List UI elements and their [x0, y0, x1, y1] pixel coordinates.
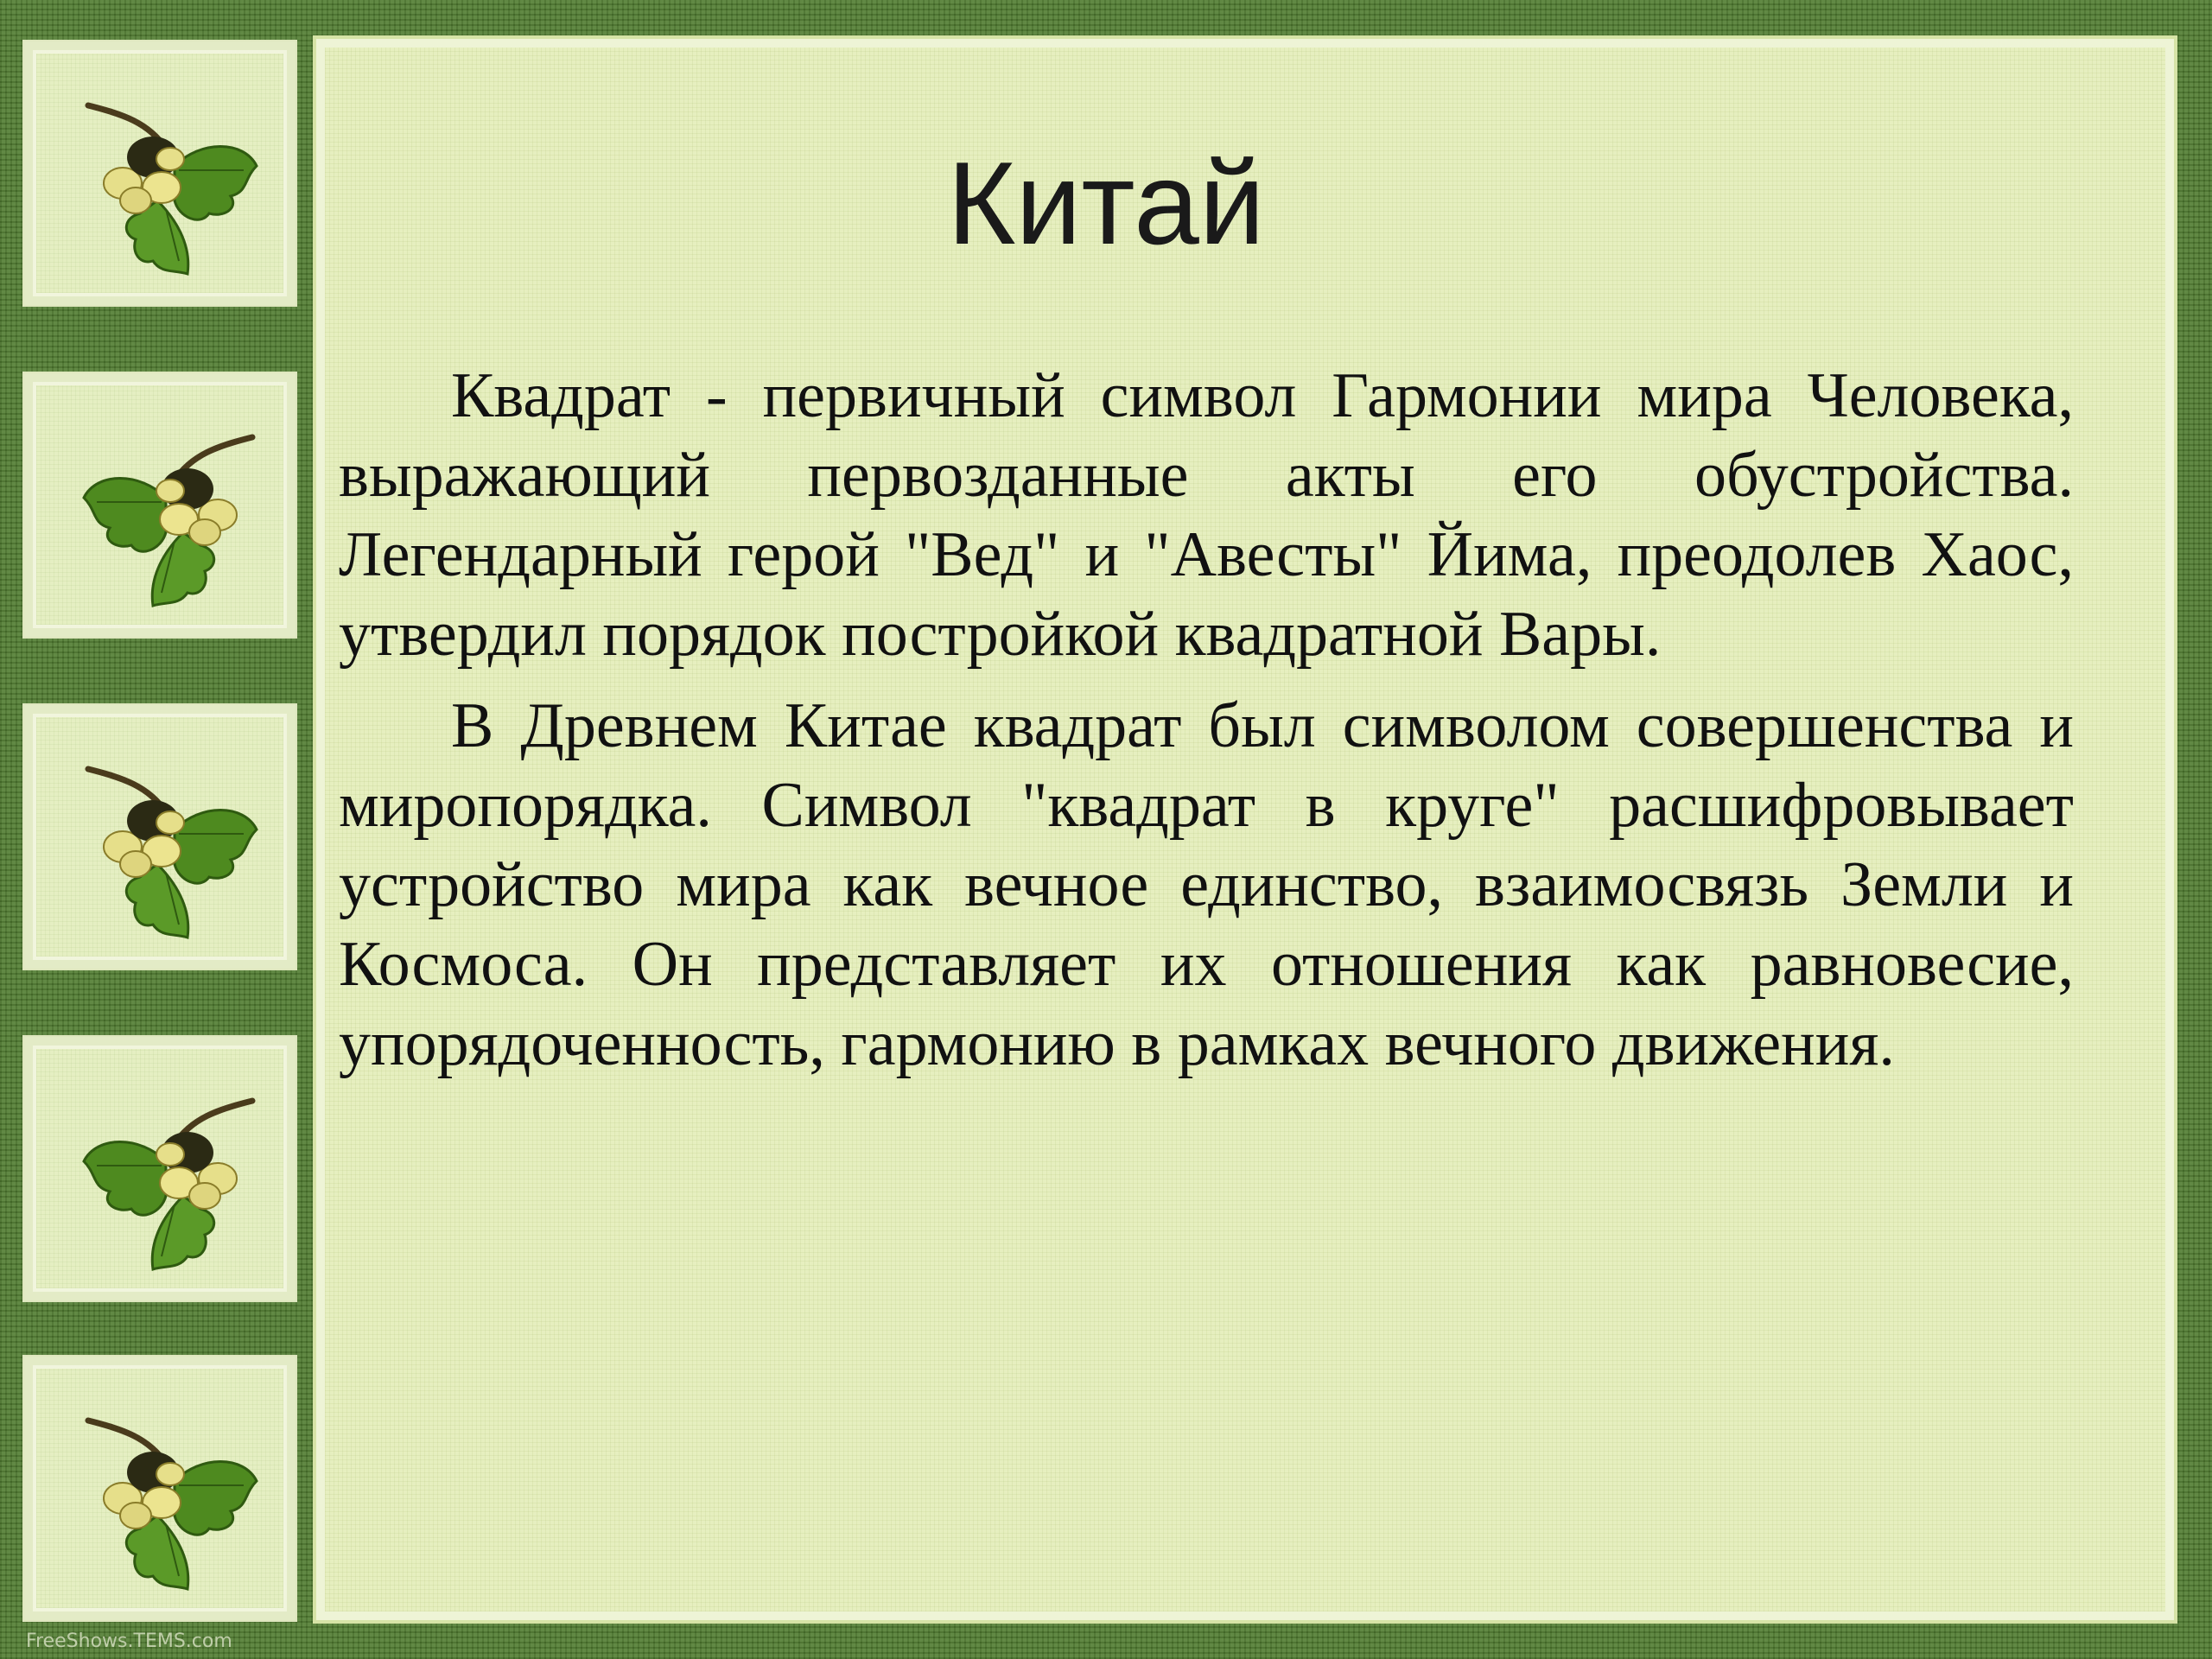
paragraph: Квадрат - первичный символ Гармонии мира Человека, выражающий первозданные акты его обустройства. Легендарный герой "Вед" и "Авесты" Йима, преодолев Хаос, утвердил порядок постройкой квадратной Вары. [339, 360, 2074, 670]
slide-body [339, 356, 2074, 1096]
decor-tile [24, 1037, 296, 1300]
paragraph: В Древнем Китае квадрат был символом совершенства и миропорядка. Символ "квадрат в круге" расшифровывает устройство мира как вечное единство, взаимосвязь Земли и Космоса. Он представляет их отношения как равновесие, упорядоченность, гармонию в рамках вечного движения. [339, 690, 2074, 1079]
slide-title: Китай [947, 137, 1265, 269]
decor-tile [24, 1357, 296, 1620]
watermark: FreeShows.TEMS.com [26, 1630, 232, 1652]
acorn-icon [71, 752, 270, 950]
decor-tile [24, 373, 296, 637]
decor-tile [24, 705, 296, 969]
acorn-icon [71, 420, 270, 619]
acorn-icon [71, 1403, 270, 1602]
acorn-icon [71, 1084, 270, 1282]
